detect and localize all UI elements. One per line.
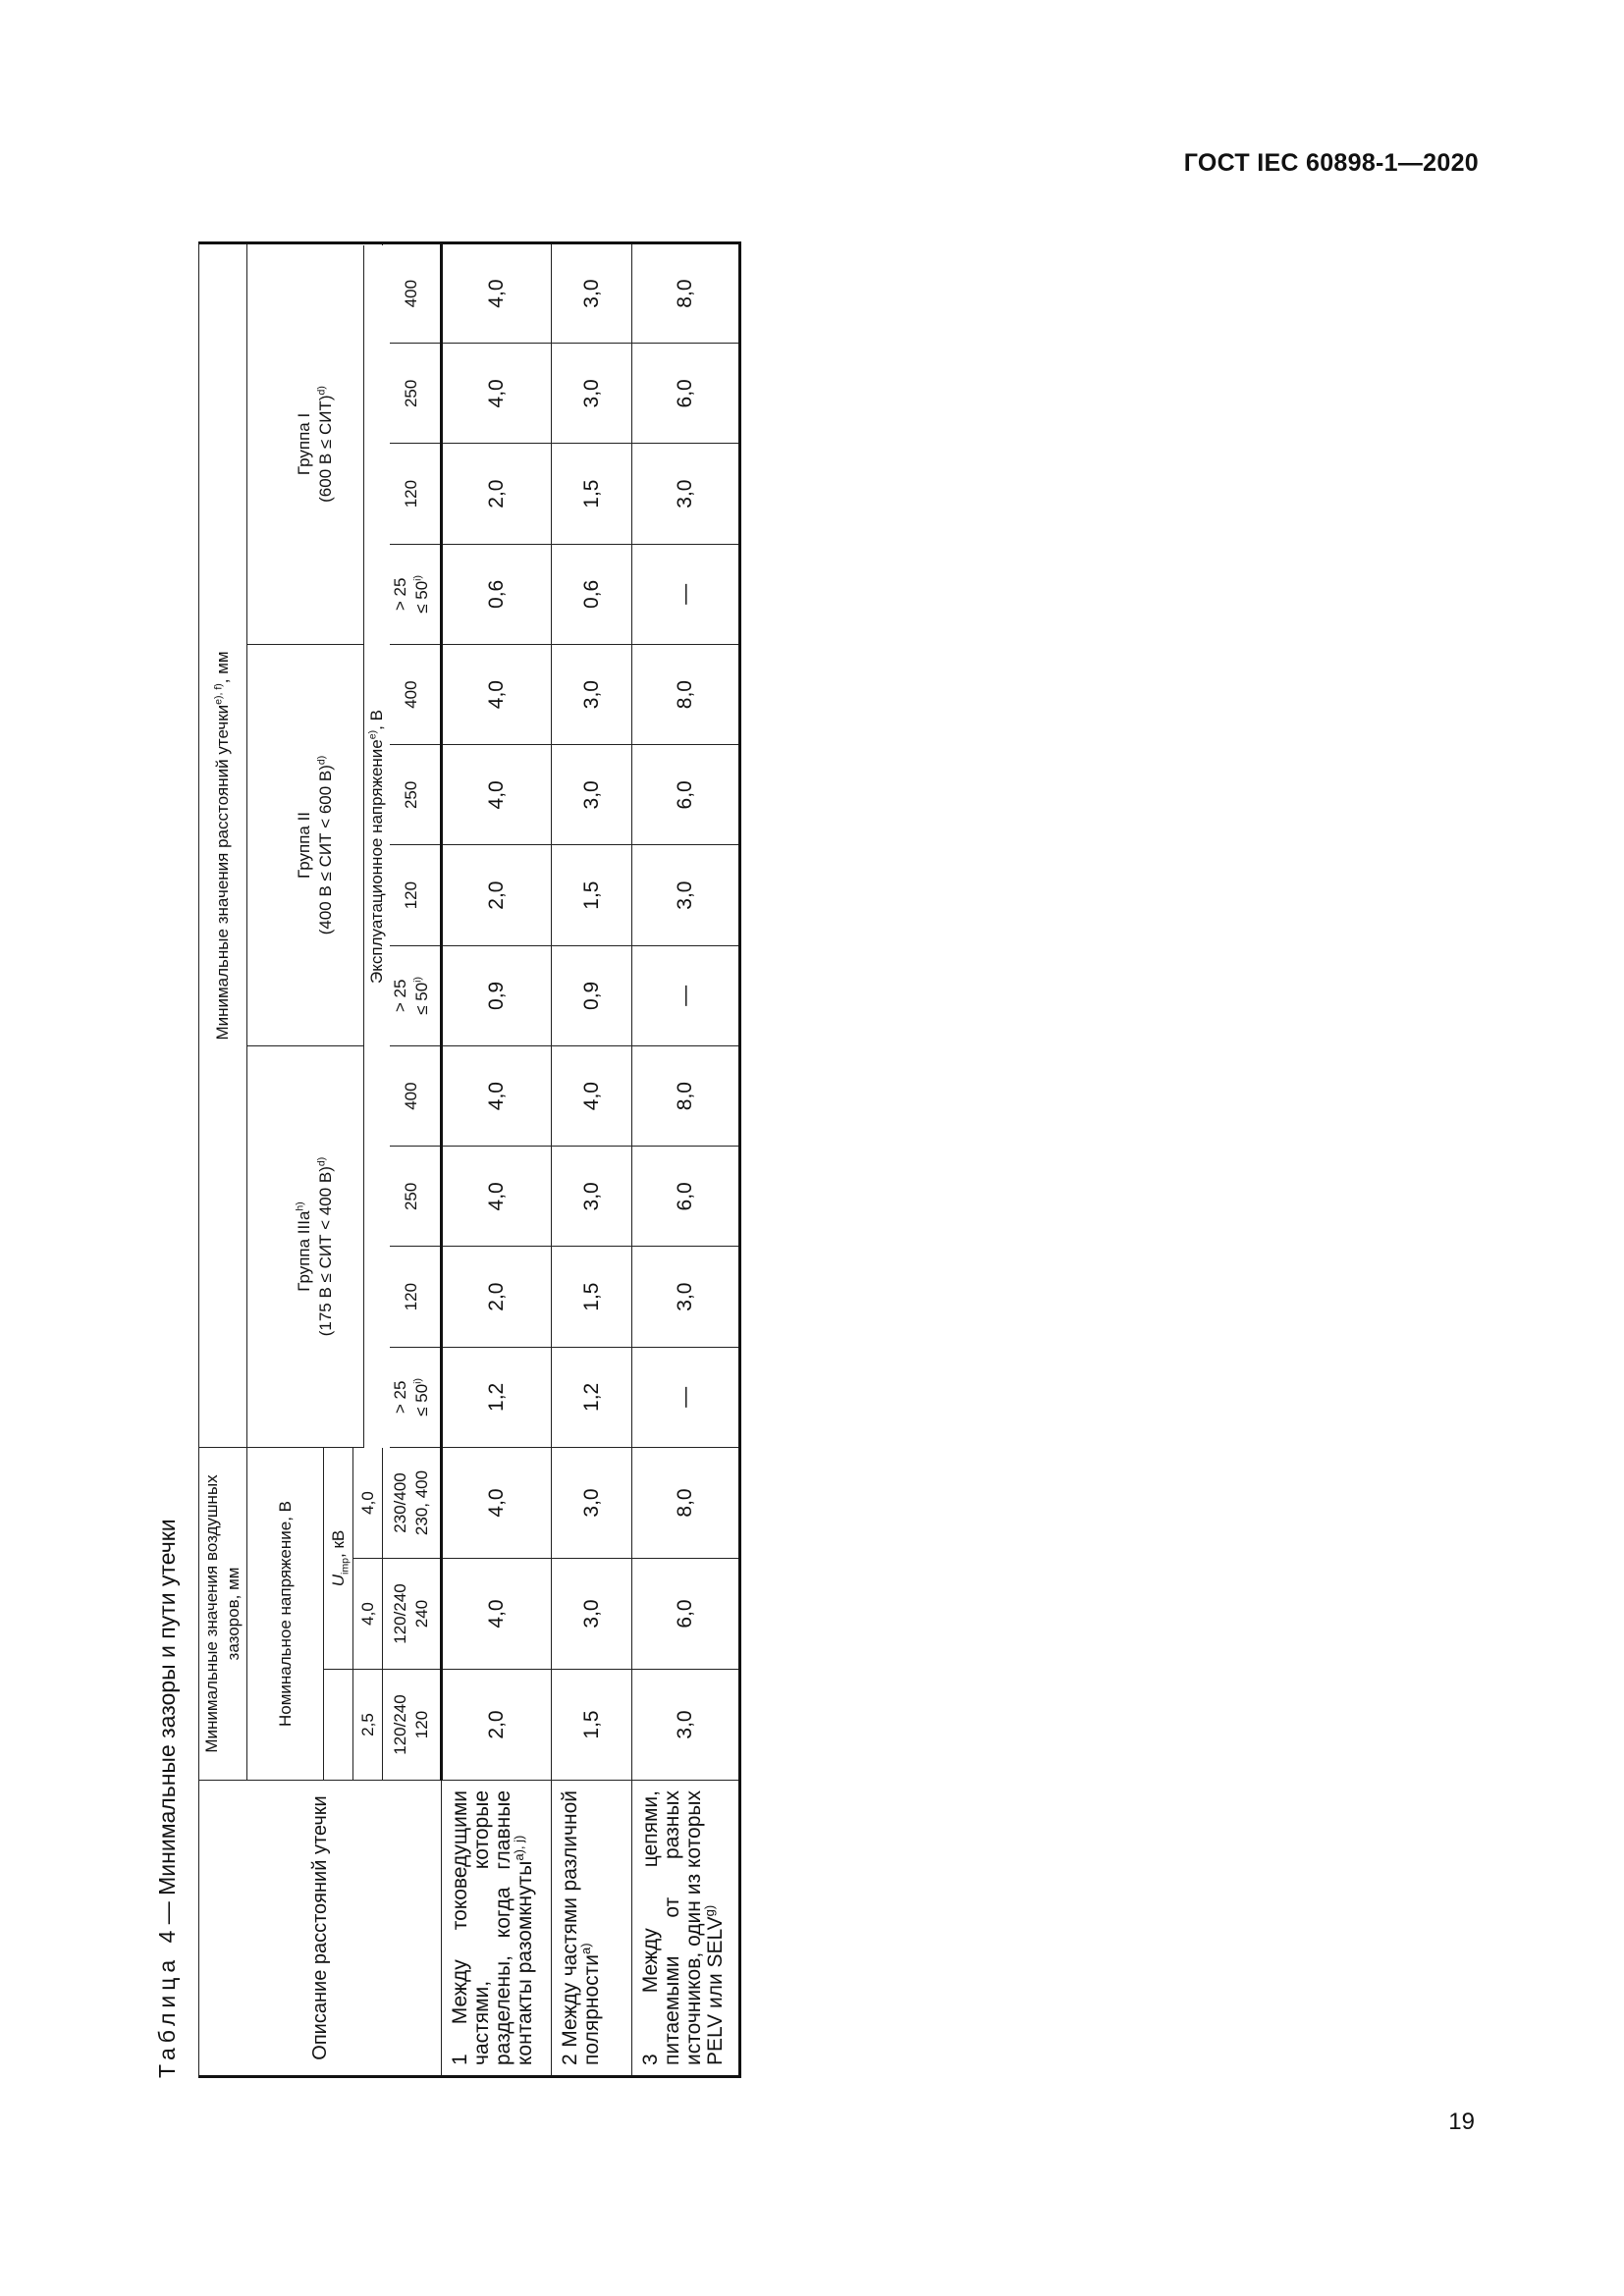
group-i-name: Группа I	[294, 412, 313, 476]
creepage-cell: 3,0	[552, 644, 632, 744]
creepage-cell: 4,0	[442, 644, 552, 744]
uimp-spacer	[324, 1670, 353, 1781]
clearance-cell: 3,0	[552, 1559, 632, 1670]
creepage-cell: 2,0	[442, 1247, 552, 1347]
creepage-cell: 3,0	[552, 745, 632, 845]
working-voltage-value: 250	[383, 1147, 442, 1247]
working-voltage-value: 120	[383, 845, 442, 945]
row-description	[632, 1781, 740, 2077]
creepage-cell: 4,0	[442, 1147, 552, 1247]
creepage-cell: 8,0	[632, 1045, 740, 1146]
working-voltage-line: > 25	[391, 1380, 409, 1415]
nominal-voltage-value	[383, 1670, 442, 1781]
clearance-cell: 4,0	[442, 1559, 552, 1670]
nominal-voltage-header: Номинальное напряжение, В	[247, 1447, 324, 1780]
row-description-text: 3 Между цепями, питаемыми от разных источников, один из которых PELV или SELV	[639, 1790, 727, 2065]
page-number: 19	[1448, 2109, 1475, 2135]
group-iiia-sup: h)	[293, 1201, 305, 1211]
working-voltage-value	[383, 544, 442, 644]
creepage-cell: 3,0	[632, 1247, 740, 1347]
clearance-cell: 2,0	[442, 1670, 552, 1781]
creepage-cell: 4,0	[552, 1045, 632, 1146]
working-voltage-header-sup: e)	[366, 729, 379, 740]
uimp-unit: , кВ	[328, 1529, 348, 1558]
working-voltage-value: 400	[383, 1045, 442, 1146]
creepage-cell: 1,5	[552, 444, 632, 544]
row-description-sup: a)	[578, 1943, 593, 1954]
creepage-cell: 1,5	[552, 845, 632, 945]
creepage-cell: 2,0	[442, 845, 552, 945]
nominal-voltage-value	[383, 1447, 442, 1558]
working-voltage-value: 250	[383, 745, 442, 845]
creepage-cell: 3,0	[632, 845, 740, 945]
uimp-value: 2,5	[353, 1670, 383, 1781]
creepage-cell: 3,0	[632, 444, 740, 544]
clearance-header: Минимальные значения воздушных зазоров, мм	[199, 1447, 247, 1780]
description-header: Описание расстояний утечки	[199, 1781, 442, 2077]
group-ii-range-sup: d)	[314, 755, 327, 766]
working-voltage-sup: i)	[411, 976, 424, 983]
creepage-header	[199, 242, 247, 1447]
nominal-voltage-line: 230, 400	[412, 1469, 431, 1536]
row-description	[552, 1781, 632, 2077]
creepage-cell: 3,0	[552, 242, 632, 343]
row-description-text: 2 Между частями различной полярности	[559, 1790, 603, 2065]
uimp-value: 4,0	[353, 1559, 383, 1670]
uimp-sub: imp	[338, 1557, 351, 1575]
working-voltage-value: 400	[383, 242, 442, 343]
nominal-voltage-value	[383, 1559, 442, 1670]
creepage-cell: 1,5	[552, 1247, 632, 1347]
nominal-voltage-line: 120/240	[391, 1694, 409, 1755]
group-i-range-sup: d)	[314, 386, 327, 396]
creepage-header-unit: , мм	[213, 651, 232, 684]
working-voltage-line: ≤ 50	[412, 982, 431, 1015]
creepage-cell: 4,0	[442, 1045, 552, 1146]
group-iiia-name: Группа IIIa	[294, 1210, 313, 1292]
row-description-text: 1 Между токоведущими частями, которые разделены, когда главные контакты разомкнуты	[449, 1790, 536, 2065]
working-voltage-line: > 25	[391, 979, 409, 1013]
creepage-cell: 6,0	[632, 344, 740, 444]
clearance-cell: 3,0	[552, 1447, 632, 1558]
working-voltage-line: ≤ 50	[412, 580, 431, 614]
working-voltage-value: 120	[383, 1247, 442, 1347]
nominal-voltage-line: 120	[412, 1710, 431, 1739]
working-voltage-value: 120	[383, 444, 442, 544]
working-voltage-text: Эксплуатационное напряжение	[367, 739, 386, 984]
clearance-cell: 6,0	[632, 1559, 740, 1670]
group-i-header	[247, 242, 383, 644]
clearance-cell: 8,0	[632, 1447, 740, 1558]
creepage-cell: 4,0	[442, 344, 552, 444]
creepage-cell: 6,0	[632, 1147, 740, 1247]
row-description-sup: a), j)	[512, 1835, 526, 1861]
creepage-cell: 1,2	[442, 1347, 552, 1447]
uimp-header	[324, 1447, 353, 1669]
creepage-header-text: Минимальные значения расстояний утечки	[213, 704, 232, 1041]
working-voltage-value: 250	[383, 344, 442, 444]
clearance-cell: 1,5	[552, 1670, 632, 1781]
working-voltage-unit: , В	[367, 710, 386, 730]
creepage-cell: 6,0	[632, 745, 740, 845]
creepage-cell: —	[632, 544, 740, 644]
creepage-cell: 4,0	[442, 242, 552, 343]
working-voltage-value	[383, 945, 442, 1045]
creepage-cell: —	[632, 1347, 740, 1447]
group-ii-name: Группа II	[294, 811, 313, 880]
creepage-header-sup: e), f)	[212, 683, 225, 705]
caption-title: 4 — Минимальные зазоры и пути утечки	[154, 1519, 180, 1949]
creepage-cell: 1,2	[552, 1347, 632, 1447]
working-voltage-line: > 25	[391, 577, 409, 612]
working-voltage-sup: i)	[411, 1377, 424, 1384]
creepage-cell: —	[632, 945, 740, 1045]
creepage-cell: 8,0	[632, 644, 740, 744]
nominal-voltage-line: 230/400	[391, 1472, 409, 1533]
clearance-cell: 4,0	[442, 1447, 552, 1558]
clearance-cell: 3,0	[632, 1670, 740, 1781]
working-voltage-value: 400	[383, 644, 442, 744]
uimp-value: 4,0	[353, 1447, 383, 1558]
working-voltage-value	[383, 1347, 442, 1447]
creepage-cell: 3,0	[552, 1147, 632, 1247]
working-voltage-sup: i)	[411, 574, 424, 581]
creepage-cell: 0,9	[552, 945, 632, 1045]
caption-table-word: Таблица	[154, 1954, 180, 2078]
creepage-cell: 0,6	[442, 544, 552, 644]
row-description	[442, 1781, 552, 2077]
clearance-creepage-table	[198, 241, 741, 2078]
working-voltage-line: ≤ 50	[412, 1383, 431, 1416]
nominal-voltage-line: 240	[412, 1599, 431, 1629]
document-id: ГОСТ IEC 60898-1—2020	[1183, 149, 1479, 177]
creepage-cell: 0,6	[552, 544, 632, 644]
creepage-cell: 3,0	[552, 344, 632, 444]
group-ii-header	[247, 644, 383, 1045]
creepage-cell: 8,0	[632, 242, 740, 343]
group-iiia-range-sup: d)	[314, 1156, 327, 1167]
working-voltage-header	[363, 245, 390, 1448]
group-iiia-header	[247, 1045, 383, 1447]
rotated-table-block	[147, 242, 844, 2078]
creepage-cell: 2,0	[442, 444, 552, 544]
creepage-cell: 4,0	[442, 745, 552, 845]
group-iiia-range: (175 В ≤ СИТ < 400 В)	[315, 1166, 335, 1337]
creepage-cell: 0,9	[442, 945, 552, 1045]
table-caption	[147, 1096, 194, 2078]
nominal-voltage-line: 120/240	[391, 1583, 409, 1644]
uimp-symbol: U	[328, 1574, 348, 1587]
row-description-sup: g)	[702, 1904, 717, 1917]
group-i-range: (600 В ≤ СИТ)	[315, 395, 335, 503]
group-ii-range: (400 В ≤ СИТ < 600 В)	[315, 765, 335, 935]
